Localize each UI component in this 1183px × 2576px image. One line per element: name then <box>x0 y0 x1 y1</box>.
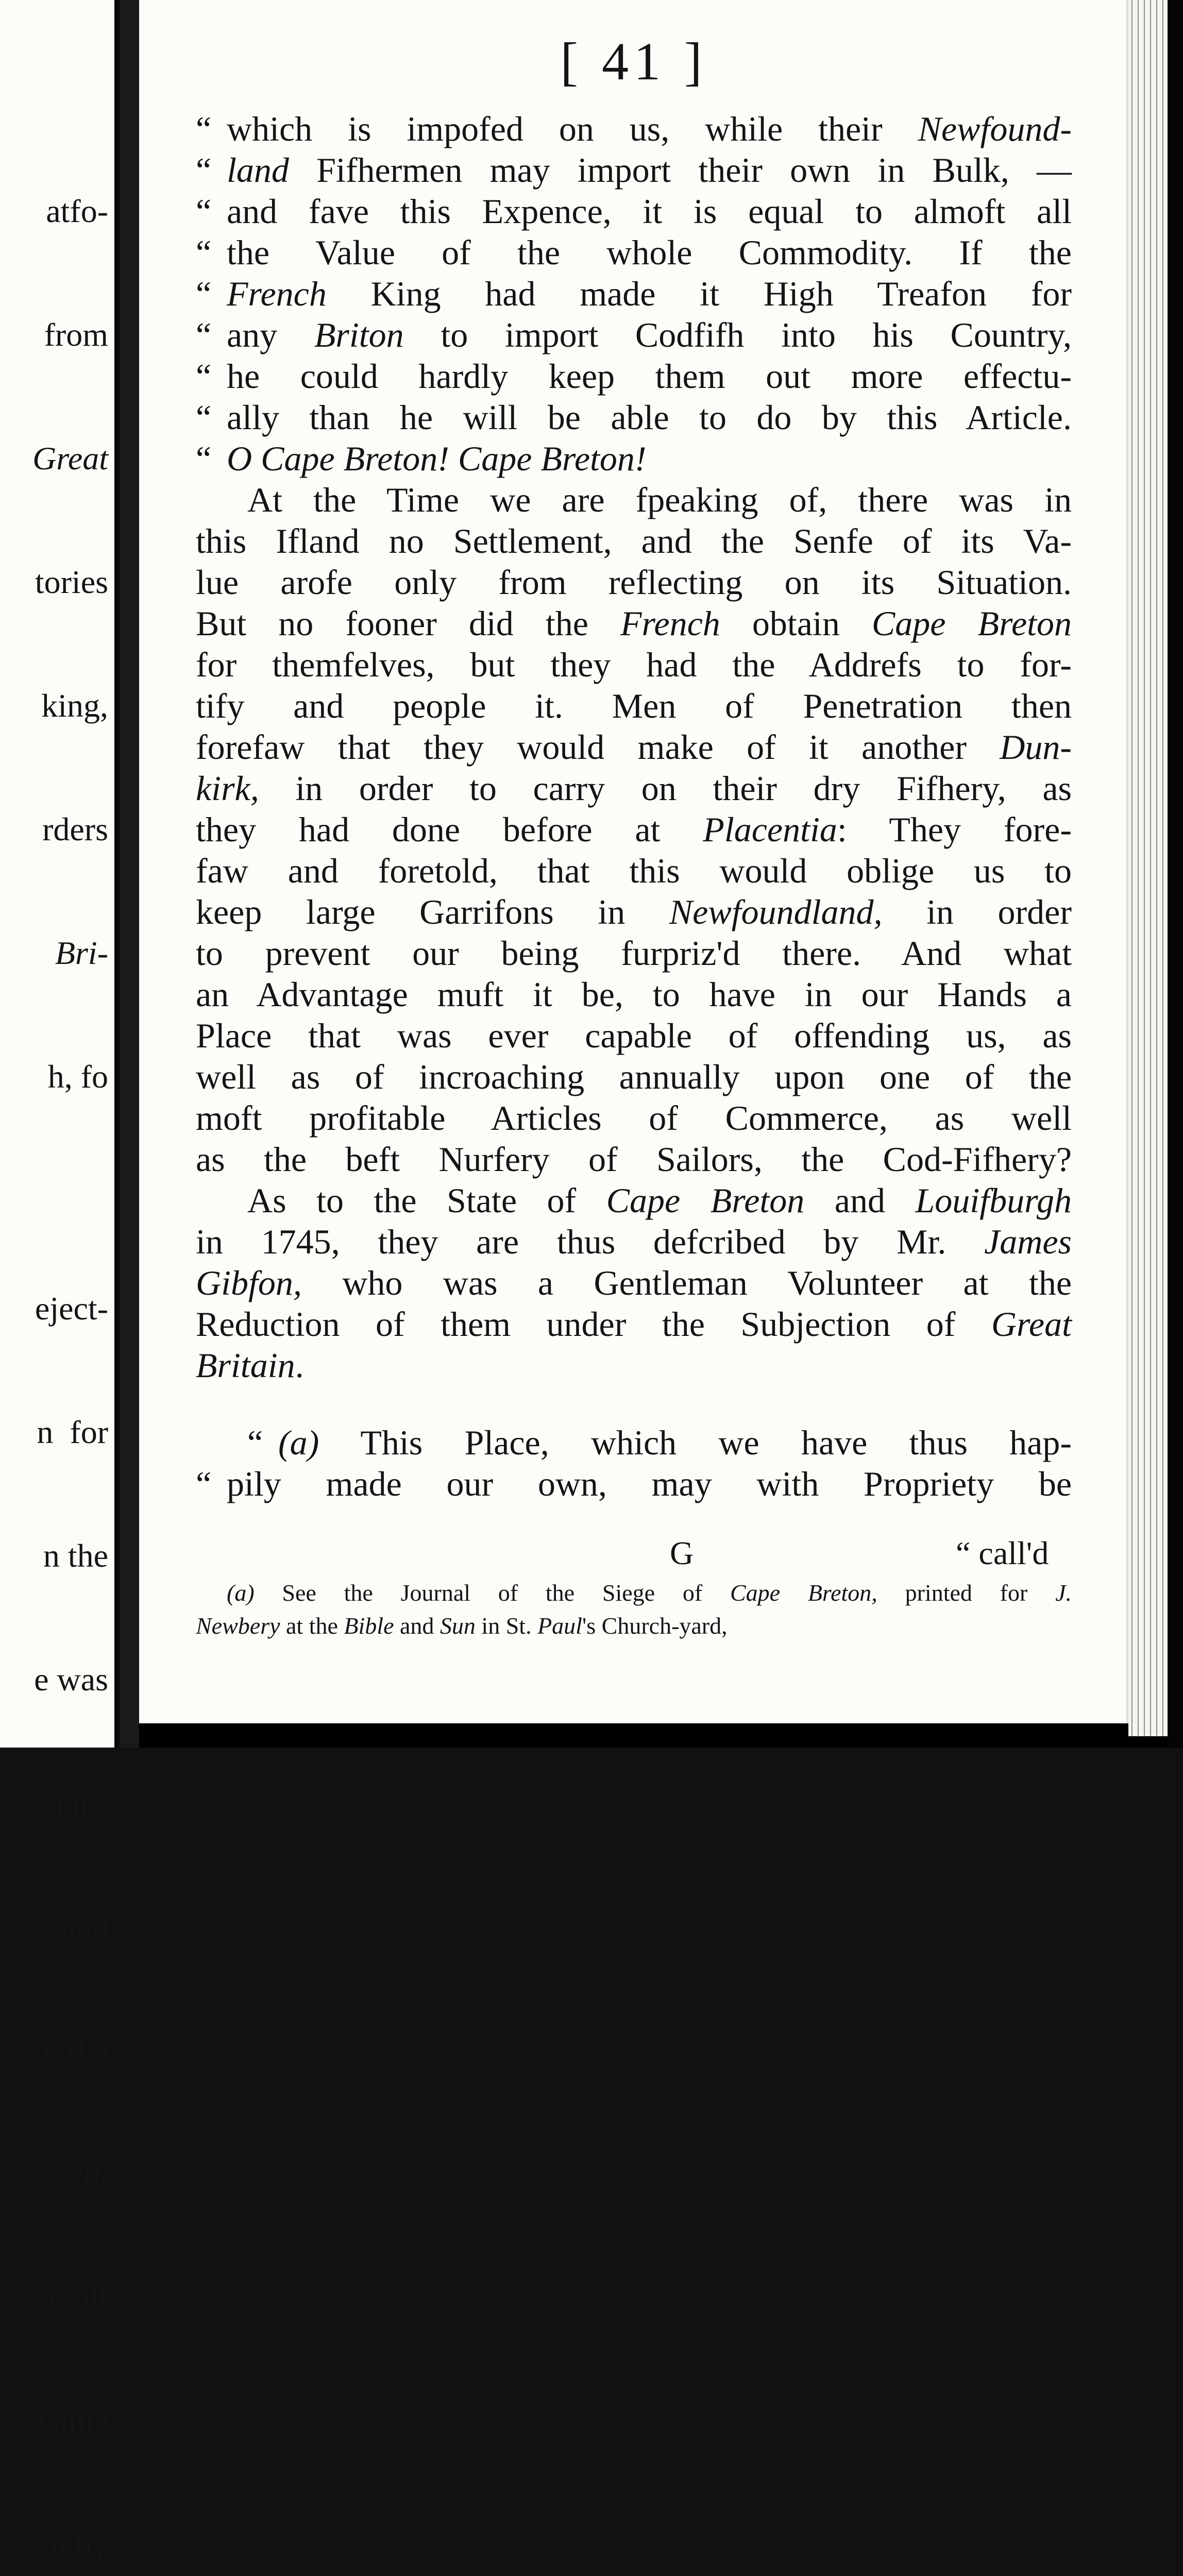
footnote-italic: J. <box>1055 1580 1072 1606</box>
line-text: he could hardly keep them out more effectu- <box>227 357 1072 396</box>
left-line: Bri- <box>55 935 108 971</box>
left-facing-page <box>0 0 120 2563</box>
line-text: in order to carry on their dry Fifhery, as <box>295 769 1072 808</box>
line-text: who was a Gentleman Volunteer at the <box>342 1263 1072 1302</box>
left-line: atfo- <box>46 193 108 229</box>
quote-mark: “ <box>196 357 212 396</box>
footnote <box>196 1577 1072 1642</box>
text-line: Place that was ever capable of offending us, as <box>196 1016 1072 1055</box>
left-line: , and <box>44 1908 108 1945</box>
footnote-text: See the Journal of the Siege of <box>282 1580 703 1606</box>
footnote-text: in St. <box>481 1613 532 1639</box>
left-line: Value <box>33 2403 108 2439</box>
footnote-italic: Bible <box>344 1613 394 1639</box>
scan-border <box>1168 0 1183 1748</box>
text-line <box>196 768 1072 809</box>
footnote-marker: (a) <box>227 1580 255 1606</box>
line-italic: Britain <box>196 1346 295 1385</box>
footnote-line <box>196 1609 1072 1642</box>
text-line: for themfelves, but they had the Addrefs to for- <box>196 645 1072 684</box>
text-line <box>196 603 1072 644</box>
line-italic: Louifburgh <box>915 1181 1072 1220</box>
line-italic: kirk, <box>196 769 259 808</box>
text-line <box>196 149 1072 191</box>
quote-mark: “ <box>196 192 212 231</box>
text-line <box>196 1262 1072 1303</box>
footnote-italic: Newbery <box>196 1613 280 1639</box>
quote-mark: “ <box>196 439 212 478</box>
quote-mark: “ <box>196 274 212 313</box>
quote-mark: “ <box>196 109 212 148</box>
line-text: This Place, which we have thus hap- <box>360 1423 1072 1462</box>
text-line <box>196 273 1072 314</box>
text-line: lue arofe only from reflecting on its Situation. <box>196 563 1072 602</box>
line-italic: Newfound- <box>918 109 1072 148</box>
page-edges <box>1128 0 1168 1736</box>
text-line <box>196 314 1072 355</box>
line-italic: James <box>984 1222 1072 1261</box>
left-page-text <box>0 108 108 2576</box>
line-text: and fave this Expence, it is equal to almoft all <box>227 192 1072 231</box>
footnote-text: and <box>400 1613 434 1639</box>
line-italic: Cape Breton <box>871 604 1072 643</box>
text-line <box>196 809 1072 850</box>
text-line <box>196 1345 1072 1386</box>
text-line: an Advantage muft it be, to have in our Hands a <box>196 975 1072 1014</box>
left-line: tories <box>35 564 108 600</box>
quote-mark: “ <box>196 150 212 190</box>
text-line <box>196 891 1072 933</box>
left-line: t the <box>42 2032 108 2069</box>
line-text: At the Time we are fpeaking of, there was in <box>247 480 1072 519</box>
text-line: as the beft Nurfery of Sailors, the Cod-Fifhery? <box>196 1140 1072 1179</box>
text-line: to prevent our being furpriz'd there. And what <box>196 934 1072 973</box>
left-line: from <box>44 316 108 353</box>
line-text: obtain <box>752 604 840 643</box>
line-text: they had done before at <box>196 810 661 849</box>
text-line: faw and foretold, that this would oblige us to <box>196 851 1072 890</box>
text-line <box>196 1180 1072 1221</box>
book-gutter <box>120 0 139 1748</box>
line-italic: land <box>227 150 289 190</box>
line-italic: Newfoundland, <box>669 892 883 931</box>
line-italic: Great <box>991 1304 1072 1344</box>
footnote-line <box>196 1577 1072 1609</box>
line-text: to import Codfifh into his Country, <box>441 315 1072 354</box>
line-text: Reduction of them under the Subjection of <box>196 1304 956 1344</box>
text-line <box>196 479 1072 520</box>
footnote-italic: Cape Breton, <box>730 1580 877 1606</box>
left-line: rders <box>42 811 108 848</box>
text-line <box>196 232 1072 273</box>
line-text: the Value of the whole Commodity. If the <box>227 233 1072 272</box>
text-line: moft profitable Articles of Commerce, as well <box>196 1098 1072 1138</box>
text-line <box>196 726 1072 768</box>
quote-mark: “ <box>196 398 212 437</box>
line-text: in order <box>926 892 1072 931</box>
text-line: well as of incroaching annually upon one of the <box>196 1057 1072 1096</box>
line-text: and <box>834 1181 885 1220</box>
text-line <box>196 191 1072 232</box>
line-text: pily made our own, may with Propriety be <box>227 1464 1072 1503</box>
line-text: which is impofed on us, while their <box>227 109 883 148</box>
text-line <box>196 108 1072 149</box>
left-line: rved, <box>41 2156 108 2192</box>
footnote-text: 's Church-yard, <box>582 1613 728 1639</box>
quote-mark: “ <box>196 315 212 354</box>
left-line: m by <box>41 2527 108 2563</box>
left-line: Great <box>32 440 108 477</box>
page-number: [ 41 ] <box>560 32 707 91</box>
line-italic: O Cape Breton! Cape Breton! <box>227 439 647 478</box>
footnote-text: at the <box>286 1613 338 1639</box>
signature-mark: G <box>670 1535 694 1571</box>
line-text: Fifhermen may import their own in Bulk, — <box>316 150 1072 190</box>
left-line: eject- <box>35 1290 108 1327</box>
left-line: h in- <box>46 1785 108 1821</box>
quote-mark: “ <box>247 1423 263 1462</box>
line-text: : They fore- <box>837 810 1072 849</box>
text-line: tify and people it. Men of Penetration then <box>196 686 1072 725</box>
line-text: keep large Garrifons in <box>196 892 626 931</box>
footnote-italic: Paul <box>537 1613 582 1639</box>
quote-mark: “ <box>196 1464 212 1503</box>
line-text: . <box>295 1346 304 1385</box>
line-text: forefaw that they would make of it another <box>196 727 967 767</box>
left-line: king, <box>41 687 108 724</box>
catchword: “ call'd <box>956 1535 1049 1571</box>
left-line: n the <box>43 1537 108 1574</box>
text-line <box>196 438 1072 479</box>
left-line: at all <box>35 2279 108 2316</box>
main-page <box>139 0 1128 1723</box>
footnote-italic: Sun <box>440 1613 476 1639</box>
line-italic: Briton <box>314 315 404 354</box>
line-text: King had made it High Treafon for <box>370 274 1072 313</box>
left-gap <box>0 1180 108 1206</box>
left-line: n for <box>37 1414 108 1450</box>
line-italic: Placentia <box>703 810 837 849</box>
footnote-ref: (a) <box>278 1423 319 1462</box>
line-text: any <box>227 315 278 354</box>
text-line: this Ifland no Settlement, and the Senfe of its Va- <box>196 521 1072 561</box>
left-line: h, fo <box>47 1058 108 1095</box>
text-line <box>196 1303 1072 1345</box>
signature-line <box>139 1533 1128 1574</box>
footnote-text: printed for <box>905 1580 1028 1606</box>
text-line <box>196 397 1072 438</box>
line-italic: French <box>227 274 327 313</box>
left-line: e was <box>34 1661 108 1698</box>
paragraph-gap <box>196 1386 1072 1422</box>
body-text <box>196 108 1072 1504</box>
line-text: ally than he will be able to do by this Article. <box>227 398 1072 437</box>
quote-mark: “ <box>196 233 212 272</box>
line-italic: Dun- <box>1000 727 1072 767</box>
line-text: As to the State of <box>247 1181 577 1220</box>
text-line <box>196 1221 1072 1262</box>
line-text: But no fooner did the <box>196 604 588 643</box>
line-italic: Cape Breton <box>606 1181 805 1220</box>
text-line <box>196 1463 1072 1504</box>
text-line <box>196 1422 1072 1463</box>
line-italic: Gibfon, <box>196 1263 302 1302</box>
line-text: in 1745, they are thus defcribed by Mr. <box>196 1222 947 1261</box>
text-line <box>196 355 1072 397</box>
line-italic: French <box>620 604 720 643</box>
